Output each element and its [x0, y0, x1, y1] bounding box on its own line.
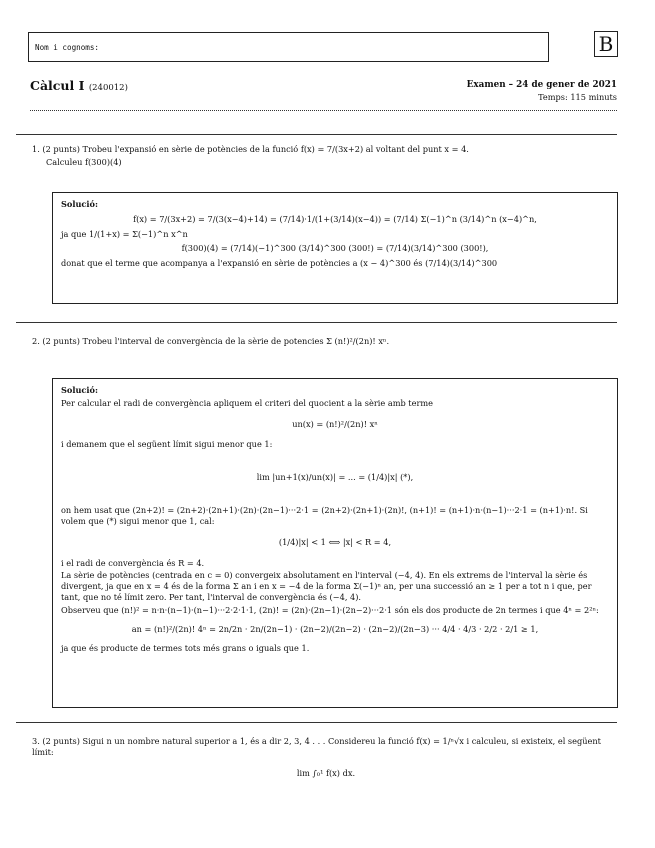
problem-3: [34, 736, 618, 782]
problem-number: 2.: [32, 336, 40, 346]
equation-term: un(x) = (n!)²/(2n)! xⁿ: [292, 418, 378, 429]
problem-statement: Trobeu l'interval de convergència de la sèrie de potencies Σ (n!)²/(2n)! xⁿ.: [82, 336, 390, 346]
exam-version-box: B: [594, 31, 618, 57]
problem-number: 3.: [32, 736, 40, 746]
solution-title: Solució:: [61, 199, 99, 209]
exam-time: Temps: 115 minuts: [538, 92, 617, 102]
problem-1: [34, 144, 618, 170]
problem-2: [34, 336, 618, 349]
solution-box-2: [52, 378, 618, 708]
solution-text: ja que 1/(1+x) = Σ(−1)^n x^n: [61, 228, 188, 239]
solution-text: Observeu que (n!)² = n·n·(n−1)·(n−1)···2·2·1·1, (2n)! = (2n)·(2n−1)·(2n−2)···2·1 són els dos producte de 2n termes i que 4ⁿ = 2²ⁿ:: [61, 604, 599, 615]
name-label: Nom i cognoms:: [35, 43, 100, 52]
equation-an: an = (n!)²/(2n)! 4ⁿ = 2n/2n · 2n/(2n−1) · (2n−2)/(2n−2) · (2n−2)/(2n−3) ··· 4/4 · 4/3 · 2/2 · 2/1 ≥ 1,: [131, 623, 539, 634]
solution-text: donat que el terme que acompanya a l'expansió en sèrie de potències a (x − 4)^300 és (7/14)(3/14)^300: [61, 258, 498, 269]
equation-derivative: f(300)(4) = (7/14)(−1)^300 (3/14)^300 (300!) = (7/14)(3/14)^300 (300!),: [181, 243, 489, 254]
equation-integral-limit: lim ∫₀¹ f(x) dx.: [296, 767, 356, 778]
equation-expansion: f(x) = 7/(3x+2) = 7/(3(x−4)+14) = (7/14)·1/(1+(3/14)(x−4)) = (7/14) Σ(−1)^n (3/14)^n (x−4)^n,: [133, 213, 537, 224]
equation-radius: (1/4)|x| < 1 ⟺ |x| < R = 4,: [278, 536, 392, 547]
solution-text: La sèrie de potències (centrada en c = 0) convergeix absolutament en l'interval (−4, 4). En els extrems de l'interval la sèrie és divergent, ja que en x = 4 és de la forma Σ an i en x = −4 de la forma Σ(−1)ⁿ an, per una successió an ≥ 1 per a tot n i que, per tant, que no té límit zero. Per tant, l'interval de convergència és (−4, 4).: [61, 570, 592, 603]
course-title: [30, 78, 128, 95]
divider: [16, 722, 617, 723]
solution-title: Solució:: [61, 385, 99, 395]
exam-date: Examen – 24 de gener de 2021: [466, 80, 617, 90]
course-name: Càlcul I: [30, 78, 85, 93]
problem-points: (2 punts): [42, 144, 80, 154]
problem-number: 1.: [32, 144, 40, 154]
solution-text: i el radi de convergència és R = 4.: [61, 557, 205, 568]
name-box[interactable]: [28, 32, 549, 62]
solution-text: on hem usat que (2n+2)! = (2n+2)·(2n+1)·(2n)·(2n−1)···2·1 = (2n+2)·(2n+1)·(2n)!, (n+1)! = (n+1)·n·(n−1)···2·1 = (n+1)·n!. Si volem que (*) sigui menor que 1, cal:: [61, 505, 588, 526]
dotted-separator: [30, 102, 617, 111]
problem-statement-b: Calculeu f(300)(4): [46, 156, 122, 167]
solution-box-1: [52, 192, 618, 304]
problem-points: (2 punts): [42, 736, 80, 746]
divider: [16, 322, 617, 323]
equation-limit: lim |un+1(x)/un(x)| = ... = (1/4)|x| (*),: [256, 472, 414, 483]
divider: [16, 134, 617, 135]
solution-text: i demanem que el següent límit sigui menor que 1:: [61, 439, 273, 450]
problem-statement: Sigui n un nombre natural superior a 1, és a dir 2, 3, 4 . . . Considereu la funció f(x) = 1/ⁿ√x i calculeu, si existeix, el següent límit:: [32, 736, 601, 757]
solution-text: ja que és producte de termes tots més grans o iguals que 1.: [61, 642, 310, 653]
problem-statement: Trobeu l'expansió en sèrie de potències de la funció f(x) = 7/(3x+2) al voltant del punt x = 4.: [82, 144, 469, 154]
course-code: (240012): [88, 83, 128, 93]
problem-points: (2 punts): [42, 336, 80, 346]
solution-text: Per calcular el radi de convergència apliquem el criteri del quocient a la sèrie amb terme: [61, 397, 433, 408]
